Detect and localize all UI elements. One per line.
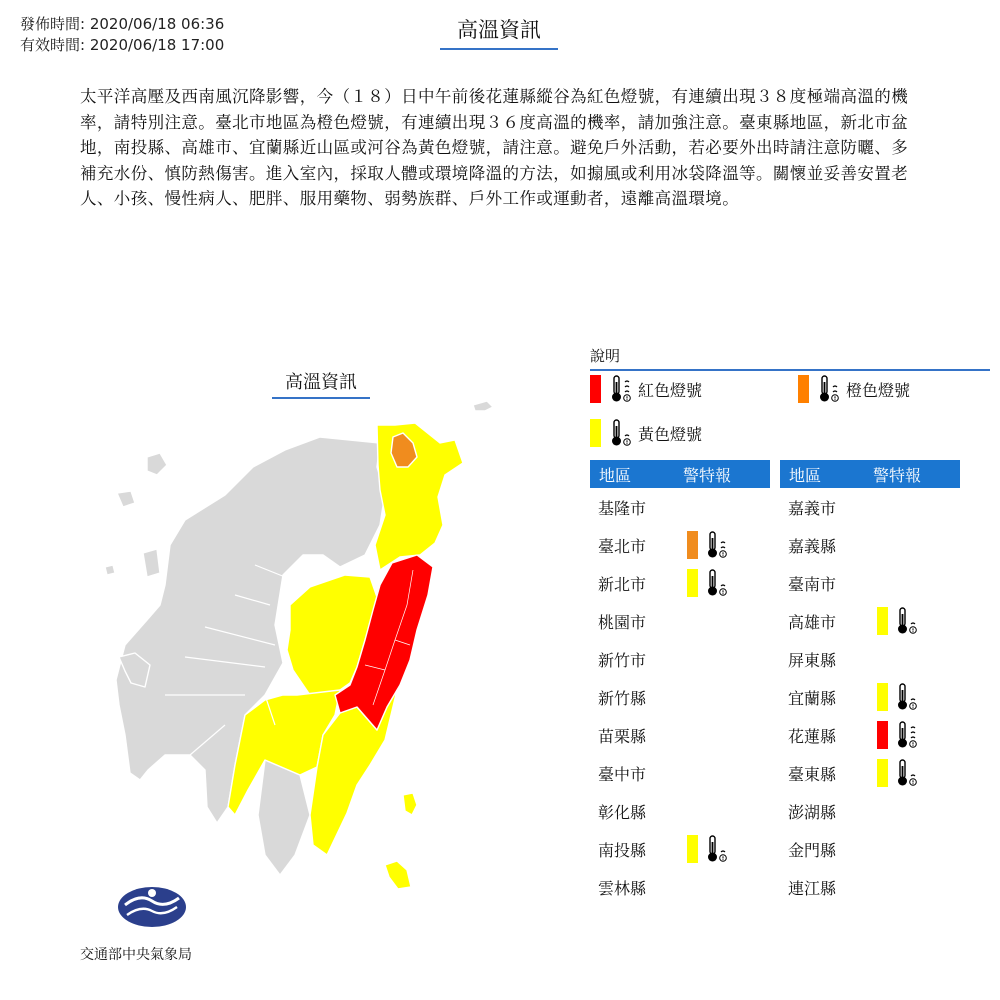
- table-row: [590, 526, 770, 564]
- yellow-swatch: [687, 835, 698, 863]
- col-region-header: 地區: [789, 465, 822, 485]
- legend-yellow: [590, 418, 702, 448]
- table-row: [780, 564, 960, 602]
- thermometer-icon: [895, 758, 917, 788]
- island-penghu-3: [143, 549, 160, 577]
- island-penghu-1: [147, 453, 167, 475]
- region-name: 南投縣: [598, 840, 647, 860]
- cwb-logo: [118, 887, 186, 927]
- thermometer-1-wave-icon: [609, 418, 631, 448]
- region-name: 彰化縣: [598, 802, 647, 822]
- region-name: 金門縣: [788, 840, 837, 860]
- island-ne-gray: [473, 401, 493, 411]
- region-name: 新竹縣: [598, 688, 647, 708]
- thermometer-icon: [895, 682, 917, 712]
- region-name: 苗栗縣: [598, 726, 647, 746]
- table-row: [590, 830, 770, 868]
- red-swatch: [877, 721, 888, 749]
- region-name: 花蓮縣: [788, 726, 837, 746]
- valid-time: 有效時間: 2020/06/18 17:00: [20, 36, 225, 54]
- region-name: 嘉義市: [788, 498, 837, 518]
- table-row: [590, 868, 770, 906]
- region-name: 澎湖縣: [788, 802, 837, 822]
- region-name: 宜蘭縣: [788, 688, 837, 708]
- taiwan-map: [95, 395, 495, 935]
- legend-red: [590, 374, 702, 404]
- region-name: 臺東縣: [788, 764, 837, 784]
- table-row: [590, 602, 770, 640]
- yellow-swatch: [687, 569, 698, 597]
- region-gray-south: [258, 760, 310, 875]
- region-name: 臺北市: [598, 536, 647, 556]
- region-name: 臺南市: [788, 574, 837, 594]
- table-header: [780, 460, 960, 488]
- table-row: [780, 640, 960, 678]
- table-row: [780, 716, 960, 754]
- orange-swatch: [798, 375, 809, 403]
- island-green: [403, 793, 417, 815]
- region-name: 高雄市: [788, 612, 837, 632]
- region-name: 新北市: [598, 574, 647, 594]
- thermometer-2-waves-icon: [817, 374, 839, 404]
- yellow-signal: [877, 682, 917, 712]
- issued-time: 發佈時間: 2020/06/18 06:36: [20, 15, 225, 33]
- table-row: [780, 830, 960, 868]
- table-row: [780, 792, 960, 830]
- island-penghu-2: [117, 491, 135, 507]
- thermometer-3-waves-icon: [609, 374, 631, 404]
- yellow-swatch: [877, 683, 888, 711]
- yellow-swatch: [590, 419, 601, 447]
- thermometer-icon: [705, 530, 727, 560]
- thermometer-icon: [705, 568, 727, 598]
- agency-name: 交通部中央氣象局: [80, 947, 192, 963]
- yellow-signal: [877, 606, 917, 636]
- table-row: [780, 678, 960, 716]
- table-row: [780, 602, 960, 640]
- legend-orange: [798, 374, 910, 404]
- red-signal: [877, 720, 917, 750]
- island-orchid: [385, 861, 411, 889]
- region-name: 雲林縣: [598, 878, 647, 898]
- island-penghu-4: [105, 565, 115, 575]
- region-name: 屏東縣: [788, 650, 837, 670]
- table-body: [780, 488, 960, 906]
- table-body: [590, 488, 770, 906]
- col-signal-header: 警特報: [683, 465, 732, 485]
- thermometer-icon: [895, 720, 917, 750]
- table-row: [590, 640, 770, 678]
- region-name: 臺中市: [598, 764, 647, 784]
- map-title: 高溫資訊: [272, 368, 370, 399]
- table-row: [590, 792, 770, 830]
- orange-swatch: [687, 531, 698, 559]
- region-yellow-north: [375, 423, 463, 570]
- region-name: 嘉義縣: [788, 536, 837, 556]
- page-title: 高溫資訊: [440, 14, 558, 50]
- table-row: [780, 754, 960, 792]
- col-signal-header: 警特報: [873, 465, 922, 485]
- table-row: [590, 716, 770, 754]
- table-row: [590, 754, 770, 792]
- yellow-swatch: [877, 607, 888, 635]
- region-table-left: [590, 460, 770, 906]
- region-name: 連江縣: [788, 878, 837, 898]
- description-text: 太平洋高壓及西南風沉降影響，今（１８）日中午前後花蓮縣縱谷為紅色燈號，有連續出現３８度極端高溫的機率，請特別注意。臺北市地區為橙色燈號，有連續出現３６度高溫的機率，請加強注意。臺東縣地區，新北市盆地，南投縣、高雄市、宜蘭縣近山區或河谷為黃色燈號，請注意。避免戶外活動，若必要外出時請注意防曬、多補充水份、慎防熱傷害。進入室內，採取人體或環境降溫的方法，如搧風或利用冰袋降溫等。關懷並妥善安置老人、小孩、慢性病人、肥胖、服用藥物、弱勢族群、戶外工作或運動者，遠離高溫環境。: [80, 87, 909, 208]
- table-row: [590, 564, 770, 602]
- table-header: [590, 460, 770, 488]
- thermometer-icon: [895, 606, 917, 636]
- col-region-header: 地區: [599, 465, 632, 485]
- table-row: [590, 488, 770, 526]
- red-swatch: [590, 375, 601, 403]
- table-row: [590, 678, 770, 716]
- yellow-swatch: [877, 759, 888, 787]
- legend-orange-label: 橙色燈號: [846, 380, 911, 400]
- table-row: [780, 488, 960, 526]
- legend-title: 說明: [590, 345, 990, 371]
- yellow-signal: [877, 758, 917, 788]
- region-name: 新竹市: [598, 650, 647, 670]
- header-meta: [20, 14, 224, 56]
- legend-yellow-label: 黃色燈號: [638, 424, 703, 444]
- region-table-right: [780, 460, 960, 906]
- orange-signal: [687, 530, 727, 560]
- region-name: 基隆市: [598, 498, 647, 518]
- thermometer-icon: [705, 834, 727, 864]
- yellow-signal: [687, 568, 727, 598]
- region-name: 桃園市: [598, 612, 647, 632]
- table-row: [780, 526, 960, 564]
- table-row: [780, 868, 960, 906]
- legend-red-label: 紅色燈號: [638, 380, 703, 400]
- yellow-signal: [687, 834, 727, 864]
